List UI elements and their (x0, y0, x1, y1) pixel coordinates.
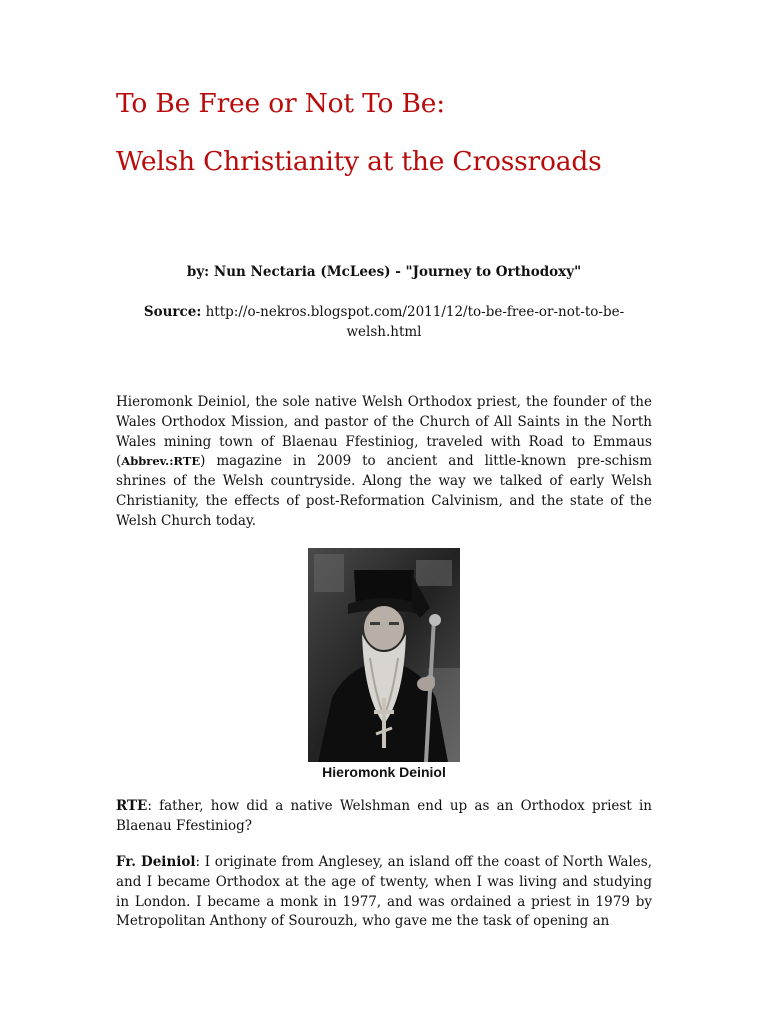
question-speaker: RTE (116, 798, 148, 814)
portrait-photo (308, 548, 460, 762)
answer-text: : I originate from Anglesey, an island off the coast of North Wales, and I became Orthodox at the age of twenty, when I was living and studying in London. I became a monk in 1977, and was ordained a priest in 1979 by Metropolitan Anthony of Sourouzh, who gave me the task of opening an (116, 854, 653, 930)
question-text: : father, how did a native Welshman end up as an Orthodox priest in Blaenau Ffestiniog? (116, 798, 652, 834)
intro-text-after: ) magazine in 2009 to ancient and little-known pre-schism shrines of the Welsh countryside. Along the way we talked of early Welsh Christianity, the effects of post-Reformation Calvinism, and the state of the Welsh Church today. (116, 453, 652, 529)
intro-paragraph (116, 393, 652, 532)
question-paragraph (116, 797, 652, 837)
source-url-line-2[interactable]: welsh.html (346, 324, 422, 340)
source-url-line-1[interactable]: http://o-nekros.blogspot.com/2011/12/to-be-free-or-not-to-be- (205, 304, 625, 320)
answer-paragraph (116, 853, 652, 932)
portrait-illustration (308, 548, 460, 762)
source-block (116, 302, 652, 342)
title-line-1: To Be Free or Not To Be: (116, 88, 445, 119)
title-line-2: Welsh Christianity at the Crossroads (116, 146, 602, 177)
abbrev-label: Abbrev.:RTE (121, 454, 201, 469)
source-label: Source: (143, 304, 202, 320)
byline: by: Nun Nectaria (McLees) - "Journey to Orthodoxy" (186, 264, 582, 280)
intro-text-before: Hieromonk Deiniol, the sole native Welsh Orthodox priest, the founder of the Wales Orthodox Mission, and pastor of the Church of All Saints in the North Wales mining town of Blaenau Ffestiniog, traveled with Road to Emmaus ( (116, 394, 652, 470)
answer-speaker: Fr. Deiniol (116, 854, 196, 870)
photo-caption: Hieromonk Deiniol (322, 764, 446, 780)
